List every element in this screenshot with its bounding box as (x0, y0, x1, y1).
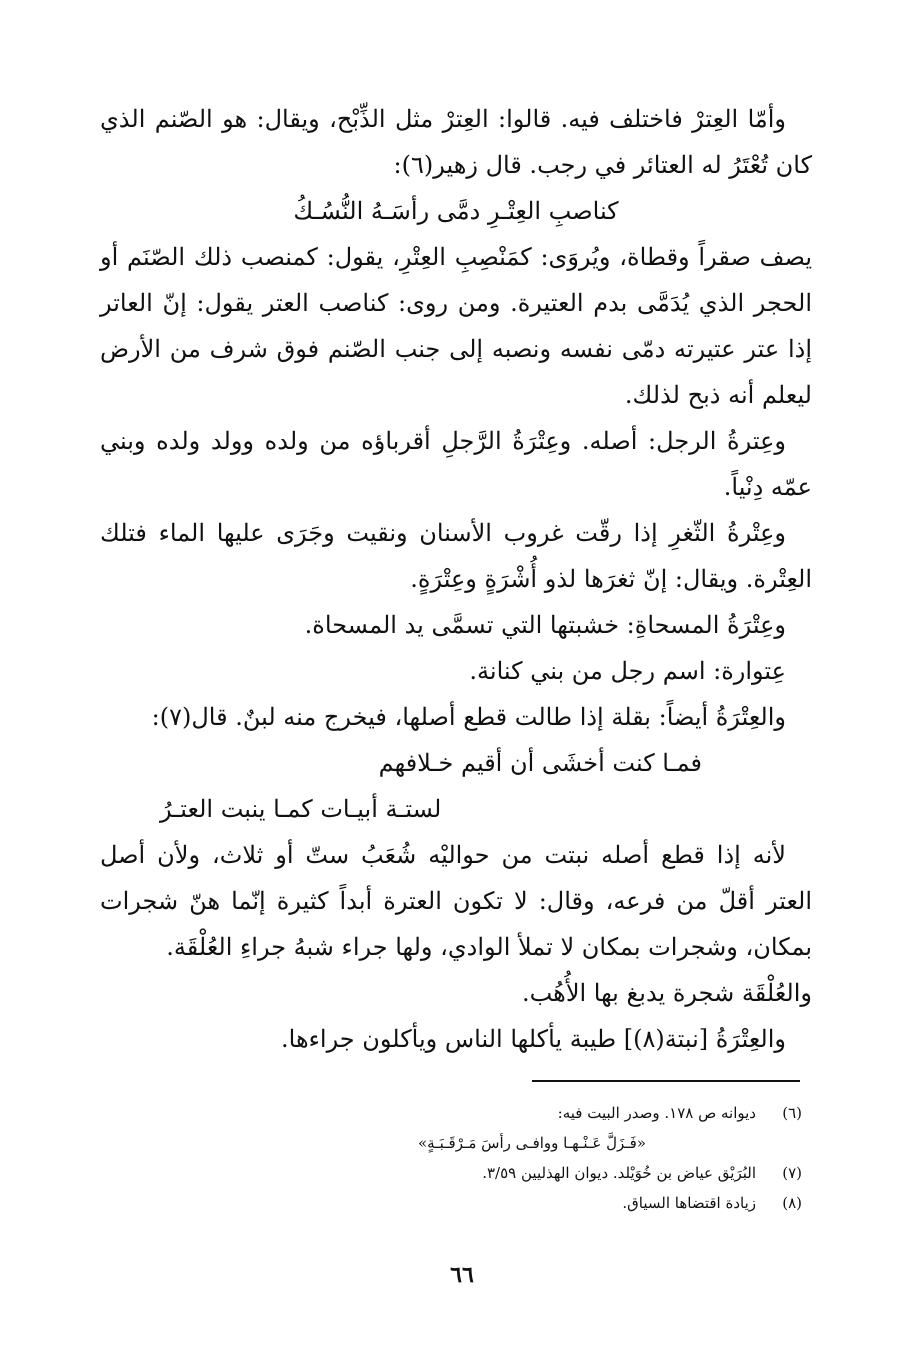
paragraph: وعِترةُ الرجل: أصله. وعِتْرَةُ الرَّجلِ أقرباؤه من ولده وولد ولده وبني عمّه دِنْياً. (100, 427, 812, 501)
paragraph: يصف صقراً وقطاة، ويُروَى: كمَنْصِبِ العِتْرِ، يقول: كمنصب ذلك الصّنَم أو الحجر الذي يُدَمَّى بدم العتيرة. ومن روى: كناصب العتر يقول: إنّ العاتر إذا عتر عتيرته دمّى نفسه ونصبه إلى جنب الصّنم فوق شرف من الأرض ليعلم أنه ذبح لذلك. (100, 243, 812, 409)
paragraph: والعُلْقَة شجرة يدبغ بها الأُهُب. (521, 979, 812, 1007)
verse-zuhair: كناصبِ العِتْـرِ دمَّى رأسَـهُ النُّسُـكُ (293, 197, 619, 225)
footnote-text: البُرَيْق عياض بن خُوَيْلد. ديوان الهذليين ٣/٥٩. (482, 1164, 756, 1182)
footnote-number: (٨) (782, 1194, 802, 1212)
footnote-text: زيادة اقتضاها السياق. (622, 1194, 756, 1212)
footnote-6 (120, 1098, 802, 1128)
footnotes (120, 1098, 802, 1218)
paragraph: وعِتْرةُ الثّغرِ إذا رقّت غروب الأسنان ونقيت وجَرَى عليها الماء فتلك العِتْرة. ويقال: إنّ ثغرَها لذو أُشْرَةٍ وعِتْرَةٍ. (100, 519, 812, 593)
paragraph: عِتوارة: اسم رجل من بني كنانة. (469, 657, 786, 685)
footnote-number: (٦) (782, 1104, 802, 1122)
footnote-7 (120, 1158, 802, 1188)
footnote-number: (٧) (782, 1164, 802, 1182)
verse-second-half: لستـة أبيـات كمـا ينبت العتـرُ (160, 795, 442, 823)
page-number: ٦٦ (450, 1262, 474, 1288)
main-text (100, 96, 812, 1062)
paragraph: وأمّا العِترْ فاختلف فيه. قالوا: العِترْ مثل الذِّبْح، ويقال: هو الصّنم الذي كان تُعْتَرُ له العتائر في رجب. قال زهير(٦): (100, 105, 812, 179)
footnote-divider (532, 1080, 800, 1082)
footnote-6-quote (120, 1128, 802, 1158)
paragraph: والعِتْرَةُ أيضاً: بقلة إذا طالت قطع أصلها، فيخرج منه لبنٌ. قال(٧): (151, 703, 786, 731)
paragraph: لأنه إذا قطع أصله نبتت من حواليْه شُعَبُ ستّ أو ثلاث، ولأن أصل العتر أقلّ من فرعه، وقال: لا تكون العترة أبداً كثيرة إنّما هنّ شجرات بمكان، وشجرات بمكان لا تملأ الوادي، ولها جراء شبهُ جراءِ العُلْقَة. (100, 841, 812, 961)
footnote-8 (120, 1188, 802, 1218)
footnote-quote-text: «فَـزَلَّ عَـنْـهـا ووافـى رأسَ مَـرْقَـبَـةٍ» (418, 1134, 646, 1152)
paragraph: وعِتْرَةُ المسحاةِ: خشبتها التي تسمَّى يد المسحاة. (304, 611, 786, 639)
verse-first-half: فمـا كنت أخشَى أن أقيم خـلافهم (378, 749, 702, 777)
footnote-text: ديوانه ص ١٧٨. وصدر البيت فيه: (557, 1104, 756, 1122)
paragraph: والعِتْرَةُ [نبتة(٨)] طيبة يأكلها الناس ويأكلون جراءها. (281, 1025, 786, 1053)
